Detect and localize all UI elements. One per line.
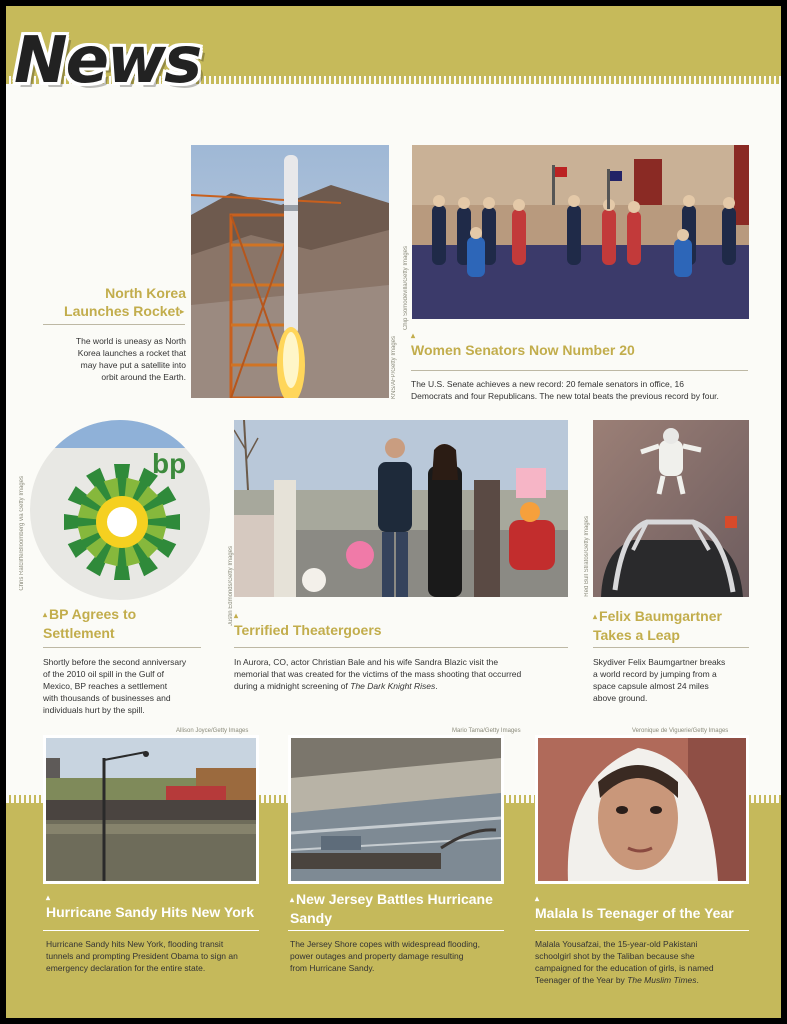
bp-headline bbox=[43, 605, 203, 642]
bp-body-line: Shortly before the second anniversary bbox=[43, 657, 187, 667]
sandy-nj-body-line: The Jersey Shore copes with widespread flooding, bbox=[290, 939, 480, 949]
triangle-right-icon: ▸ bbox=[179, 307, 184, 316]
triangle-up-icon: ▴ bbox=[46, 893, 51, 902]
felix-headline-line1: Felix Baumgartner bbox=[599, 608, 722, 624]
sandy-ny-body-line: tunnels and prompting President Obama to sign an bbox=[46, 951, 238, 961]
north-korea-body bbox=[36, 335, 186, 383]
sandy-nj-body-line: from Hurricane Sandy. bbox=[290, 963, 375, 973]
triangle-up-icon: ▴ bbox=[411, 331, 416, 340]
felix-rule bbox=[593, 647, 749, 648]
malala-body-line bbox=[535, 974, 775, 986]
triangle-up-icon: ▴ bbox=[290, 895, 295, 904]
sandy-ny-body-line: Hurricane Sandy hits New York, flooding transit bbox=[46, 939, 224, 949]
felix-headline-line2: Takes a Leap bbox=[593, 627, 680, 643]
theater-body-line bbox=[234, 680, 579, 692]
magazine-page bbox=[6, 6, 781, 1018]
senators-photo bbox=[412, 145, 749, 319]
sandy-nj-rule bbox=[288, 930, 504, 931]
masthead-title: News bbox=[14, 24, 201, 98]
bp-body-line: Mexico, BP reaches a settlement bbox=[43, 681, 168, 691]
north-korea-headline-line1: North Korea bbox=[105, 285, 186, 301]
theater-rule bbox=[234, 647, 568, 648]
malala-body-line: schoolgirl shot by the Taliban because she bbox=[535, 951, 695, 961]
triangle-up-icon: ▴ bbox=[593, 612, 598, 621]
malala-body-period: . bbox=[696, 975, 699, 985]
sandy-nj-body-line: power outages and property damage resulting bbox=[290, 951, 464, 961]
sandy-nj-body bbox=[290, 938, 520, 974]
bp-body-line: of the 2010 oil spill in the Gulf of bbox=[43, 669, 164, 679]
theater-body-line: memorial that was created for the victims of the mass shooting that occurred bbox=[234, 669, 522, 679]
felix-body-line: space capsule almost 24 miles bbox=[593, 681, 709, 691]
rocket-photo bbox=[191, 145, 389, 398]
skydiver-photo-credit: Red Bull Stratos/Getty Images bbox=[584, 516, 590, 597]
malala-headline-text: Malala Is Teenager of the Year bbox=[535, 905, 734, 921]
senators-headline bbox=[411, 331, 751, 359]
theater-body-period: . bbox=[435, 681, 438, 691]
theater-body-line: In Aurora, CO, actor Christian Bale and his wife Sandra Blazic visit the bbox=[234, 657, 499, 667]
bp-photo-credit: Chris Ratcliffe/Bloomberg via Getty Images bbox=[19, 476, 25, 591]
sandy-ny-headline-text: Hurricane Sandy Hits New York bbox=[46, 904, 254, 920]
memorial-photo-credit: Justin Edmonds/Getty Images bbox=[228, 546, 234, 627]
north-korea-headline bbox=[36, 284, 186, 321]
bp-headline-line1: BP Agrees to bbox=[49, 606, 137, 622]
movie-title: The Dark Knight Rises bbox=[350, 681, 436, 691]
malala-body-line: Malala Yousafzai, the 15-year-old Pakistani bbox=[535, 939, 698, 949]
triangle-up-icon: ▴ bbox=[234, 611, 239, 620]
bp-body bbox=[43, 656, 213, 716]
flooded-street-photo bbox=[43, 735, 259, 884]
sandy-nj-headline-line1: New Jersey Battles Hurricane bbox=[296, 891, 493, 907]
theater-headline-text: Terrified Theatergoers bbox=[234, 622, 382, 638]
malala-rule bbox=[535, 930, 749, 931]
felix-body-line: Skydiver Felix Baumgartner breaks bbox=[593, 657, 726, 667]
theater-body bbox=[234, 656, 579, 692]
senators-headline-text: Women Senators Now Number 20 bbox=[411, 342, 635, 358]
publication-title: The Muslim Times bbox=[627, 975, 697, 985]
felix-body-line: above ground. bbox=[593, 693, 648, 703]
malala-body bbox=[535, 938, 775, 986]
senators-rule bbox=[411, 370, 748, 371]
north-korea-body-line: The world is uneasy as North bbox=[75, 336, 186, 346]
triangle-up-icon: ▴ bbox=[535, 894, 540, 903]
felix-body bbox=[593, 656, 763, 704]
north-korea-body-line: may have put a satellite into bbox=[80, 360, 186, 370]
sandy-ny-headline bbox=[46, 893, 261, 921]
malala-body-line: campaigned for the education of girls, is named bbox=[535, 963, 714, 973]
rocket-photo-credit: KNS/AFP/Getty Images bbox=[391, 336, 397, 400]
bp-logo-text: bp bbox=[152, 448, 187, 479]
sandy-ny-photo-credit: Allison Joyce/Getty Images bbox=[176, 728, 249, 734]
theater-headline bbox=[234, 611, 568, 639]
senators-body bbox=[411, 378, 756, 402]
sandy-ny-rule bbox=[43, 930, 259, 931]
senators-body-line: The U.S. Senate achieves a new record: 20 female senators in office, 16 bbox=[411, 379, 684, 389]
sandy-ny-body bbox=[46, 938, 276, 974]
north-korea-body-line: orbit around the Earth. bbox=[101, 372, 186, 382]
bp-body-line: with thousands of businesses and bbox=[43, 693, 171, 703]
skydiver-photo bbox=[593, 420, 749, 597]
bp-logo-photo bbox=[30, 420, 210, 600]
bp-body-line: individuals hurt by the spill. bbox=[43, 705, 145, 715]
north-korea-rule bbox=[43, 324, 185, 325]
senators-photo-credit: Chip Somodevilla/Getty Images bbox=[403, 246, 409, 331]
malala-photo bbox=[535, 735, 749, 884]
malala-body-text: Teenager of the Year by bbox=[535, 975, 628, 985]
malala-headline bbox=[535, 894, 765, 922]
sandy-nj-headline-line2: Sandy bbox=[290, 910, 333, 926]
sandy-nj-headline bbox=[290, 890, 505, 927]
senators-body-line: Democrats and four Republicans. The new total beats the previous record by four. bbox=[411, 391, 719, 401]
theater-body-text: during a midnight screening of bbox=[234, 681, 351, 691]
bp-headline-line2: Settlement bbox=[43, 625, 115, 641]
sandy-ny-body-line: emergency declaration for the entire state. bbox=[46, 963, 206, 973]
felix-headline bbox=[593, 607, 758, 644]
north-korea-body-line: Korea launches a rocket that bbox=[77, 348, 186, 358]
north-korea-headline-line2: Launches Rocket bbox=[64, 303, 180, 319]
bp-rule bbox=[43, 647, 201, 648]
malala-photo-credit: Veronique de Viguerie/Getty Images bbox=[632, 728, 729, 734]
triangle-up-icon: ▴ bbox=[43, 610, 48, 619]
felix-body-line: a world record by jumping from a bbox=[593, 669, 717, 679]
memorial-photo bbox=[234, 420, 568, 597]
sandy-nj-photo-credit: Mario Tama/Getty Images bbox=[452, 728, 521, 734]
jersey-shore-photo bbox=[288, 735, 504, 884]
